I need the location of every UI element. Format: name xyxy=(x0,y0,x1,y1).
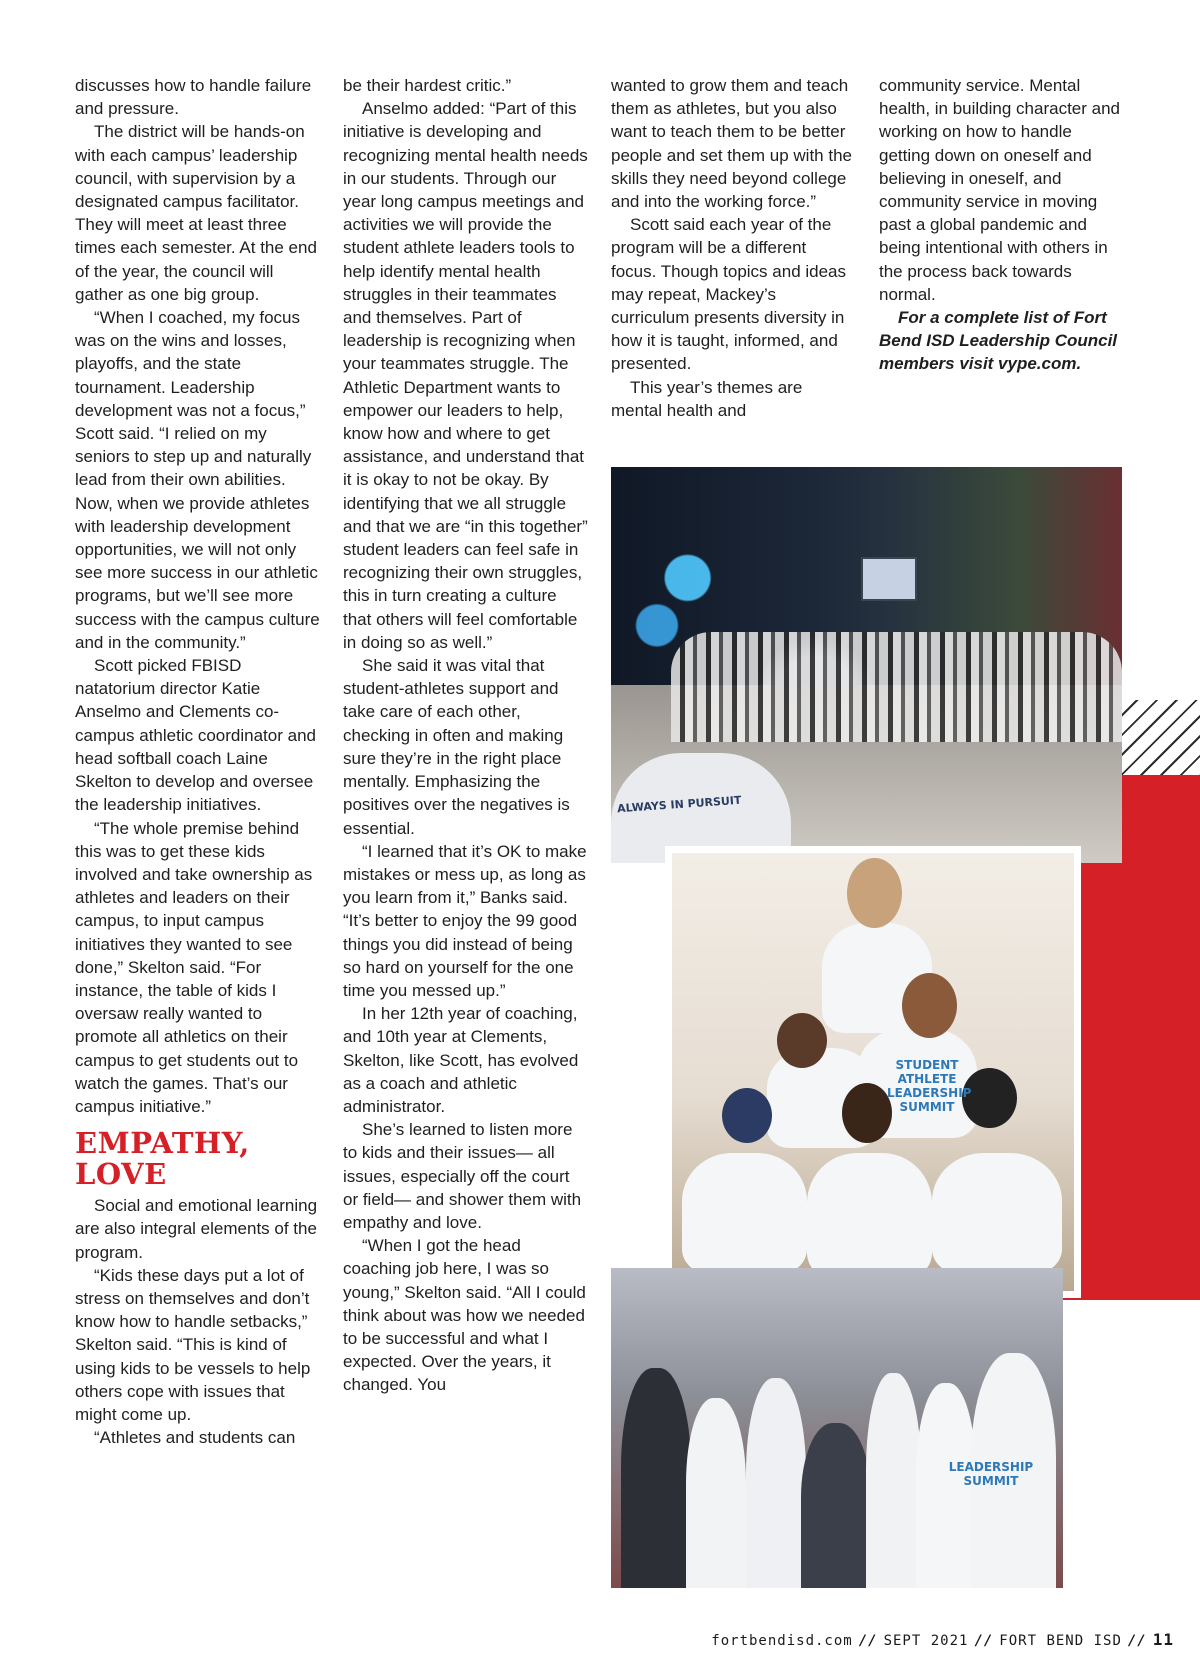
footer-site: fortbendisd.com xyxy=(711,1633,853,1649)
photo-leadership-summit-hall xyxy=(611,467,1122,863)
photo-seated-crowd xyxy=(671,632,1122,742)
paragraph: “When I got the head coaching job here, I was so young,” Skelton said. “All I could think about was how we needed to be successful and what I expected. Over the years, it changed. You xyxy=(343,1236,586,1395)
photo-person xyxy=(621,1368,691,1588)
photo-person xyxy=(866,1373,921,1588)
paragraph: “Athletes and students can xyxy=(94,1428,296,1448)
paragraph: In her 12th year of coaching, and 10th year at Clements, Skelton, like Scott, has evolved as a coach and athletic administrator. xyxy=(343,1004,579,1116)
paragraph: She’s learned to listen more to kids and their issues— all issues, especially off the court or field— and shower them with empathy and love. xyxy=(343,1120,582,1232)
photo-shirt-text: ALWAYS IN PURSUIT xyxy=(616,793,742,816)
article-column-3 xyxy=(611,74,856,422)
footer-publication: FORT BEND ISD xyxy=(999,1633,1122,1649)
photo-shirt-text: STUDENT ATHLETE LEADERSHIP SUMMIT xyxy=(887,1058,972,1114)
article-column-1 xyxy=(75,74,320,1449)
photo-person-head xyxy=(777,1013,827,1068)
paragraph: “I learned that it’s OK to make mistakes or mess up, as long as you learn from it,” Banks said. “It’s better to enjoy the 99 good things you did instead of being so hard on yourself for the one time you messed up.” xyxy=(343,841,587,1000)
paragraph: be their hardest critic.” xyxy=(343,76,512,95)
photo-person xyxy=(746,1378,806,1588)
section-heading-empathy-love: EMPATHY, LOVE xyxy=(75,1126,250,1192)
paragraph: Scott said each year of the program will be a different focus. Though topics and ideas may repeat, Mackey’s curriculum presents diversity in how it is taught, informed, and presented. xyxy=(611,215,847,374)
paragraph: Anselmo added: “Part of this initiative is developing and recognizing mental health needs in our students. Through our year long campus meetings and activities we will provide the student athlete leaders tools to help identify mental health struggles in their teammates and themselves. Part of leadership is recognizing when your teammates struggle. The Athletic Department wants to empower our leaders to help, know how and where to get assistance, and understand that it is okay to not be okay. By identifying that we all struggle and that we are “in this together” student leaders can feel safe in recognizing their own struggles, this in turn creating a culture that others will feel comfortable in doing so as well.” xyxy=(343,99,588,652)
photo-shirt-text: LEADERSHIP SUMMIT xyxy=(948,1460,1034,1488)
paragraph: She said it was vital that student-athletes support and take care of each other, checking in often and making sure they’re in the right place mentally. Emphasizing the positives over the negatives is essential. xyxy=(343,656,570,838)
website-callout: For a complete list of Fort Bend ISD Leadership Council members visit vype.com. xyxy=(879,308,1118,374)
photo-person-head xyxy=(847,858,902,928)
footer-separator: // xyxy=(974,1633,994,1649)
photo-person-head xyxy=(902,973,957,1038)
photo-person xyxy=(686,1398,746,1588)
paragraph: discusses how to handle failure and pressure. xyxy=(75,76,312,119)
paragraph: “When I coached, my focus was on the wins and losses, playoffs, and the state tournament. Leadership development was not a focus,” Scott said. “I relied on my seniors to step up and naturally lead from their own abilities. Now, when we provide athletes with leadership development opportunities, we will not only see more success in our athletic programs, but we’ll see more success with the campus culture and in the community.” xyxy=(75,308,320,652)
photo-human-pyramid xyxy=(665,846,1081,1298)
photo-person xyxy=(801,1423,871,1588)
photo-person-bottom-right xyxy=(932,1153,1062,1273)
footer-separator: // xyxy=(858,1633,878,1649)
paragraph: community service. Mental health, in building character and working on how to handle getting down on oneself and believing in oneself, and community service in moving past a global pandemic and being intentional with others in the process back towards normal. xyxy=(879,76,1120,304)
page-number: 11 xyxy=(1152,1630,1174,1649)
photo-group-leadership xyxy=(611,1268,1063,1588)
photo-person-bottom-left xyxy=(682,1153,807,1273)
paragraph: Scott picked FBISD natatorium director Katie Anselmo and Clements co-campus athletic coordinator and head softball coach Laine Skelton to develop and oversee the leadership initiatives. xyxy=(75,656,316,815)
paragraph: Social and emotional learning are also integral elements of the program. xyxy=(75,1196,318,1262)
page-footer xyxy=(0,1630,1174,1649)
footer-separator: // xyxy=(1127,1633,1147,1649)
footer-issue: SEPT 2021 xyxy=(883,1633,969,1649)
photo-person-bottom-middle xyxy=(807,1153,932,1278)
photo-person-head xyxy=(722,1088,772,1143)
photo-person-head xyxy=(842,1083,892,1143)
photo-projection-screen xyxy=(861,557,917,601)
paragraph: The district will be hands-on with each campus’ leadership council, with supervision by a designated campus facilitator. They will meet at least three times each semester. At the end of the year, the council will gather as one big group. xyxy=(75,122,317,304)
article-column-2 xyxy=(343,74,588,1397)
paragraph: “The whole premise behind this was to get these kids involved and take ownership as athletes and leaders on their campus, to input campus initiatives they wanted to see done,” Skelton said. “For instance, the table of kids I oversaw really wanted to promote all athletics on their campus to get students out to watch the games. That’s our campus initiative.” xyxy=(75,818,313,1116)
paragraph: wanted to grow them and teach them as athletes, but you also want to teach them to be better people and set them up with the skills they need beyond college and into the working force.” xyxy=(611,76,852,212)
paragraph: This year’s themes are mental health and xyxy=(611,377,803,420)
paragraph: “Kids these days put a lot of stress on themselves and don’t know how to handle setbacks,” Skelton said. “This is kind of using kids to be vessels to help others cope with issues that might come up. xyxy=(75,1265,311,1424)
article-column-4 xyxy=(879,74,1124,376)
